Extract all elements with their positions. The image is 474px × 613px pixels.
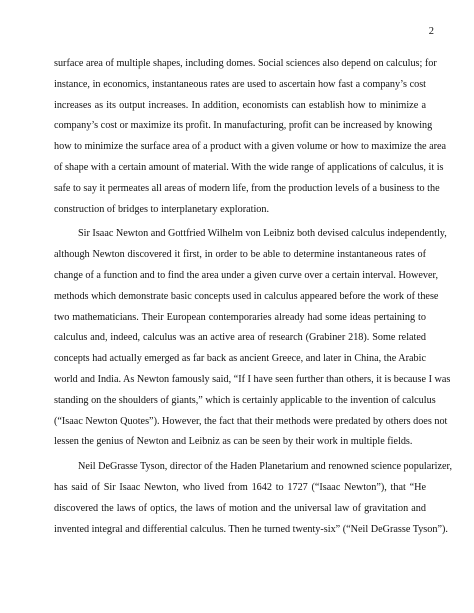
text-line: how to minimize the surface area of a product with a given volume or how to maximize the area [54,141,447,153]
text-line: methods which demonstrate basic concepts used in calculus appeared before the work of these [54,290,439,302]
text-line: (“Isaac Newton Quotes”). However, the fact that their methods were predated by others does not [54,415,448,427]
text-line: Neil DeGrasse Tyson, director of the Haden Planetarium and renowned science popularizer, [78,461,453,473]
text-line: instance, in economics, instantaneous rates are used to ascertain how fast a company’s cost [54,78,426,90]
text-line: world and India. As Newton famously said, “If I have seen further than others, it is because I was [54,373,451,385]
text-line: company’s cost or maximize its profit. In manufacturing, profit can be increased by knowing [54,120,433,132]
text-line: standing on the shoulders of giants,” which is certainly applicable to the invention of calculus [54,394,436,406]
text-line: invented integral and differential calculus. Then he turned twenty-six” (“Neil DeGrasse Tyson”). [54,523,448,535]
body-text [54,54,453,540]
text-line: of shape with a certain amount of material. With the wide range of applications of calculus, it is [54,161,444,173]
text-line: change of a function and to find the area under a given curve over a certain interval. However, [54,269,438,281]
text-line: discovered the laws of optics, the laws of motion and the universal law of gravitation and [54,502,426,514]
text-line: surface area of multiple shapes, including domes. Social sciences also depend on calculus; for [54,58,437,69]
text-line: has said of Sir Isaac Newton, who lived from 1642 to 1727 (“Isaac Newton”), that “He [54,481,426,493]
text-line: increases as its output increases. In addition, economists can establish how to minimize a [54,99,426,111]
paragraph-1 [54,54,447,220]
text-line: two mathematicians. Their European contemporaries already had some ideas pertaining to [54,311,426,323]
page-number: 2 [428,26,434,37]
text-line: lessen the genius of Newton and Leibniz as can be seen by their work in multiple fields. [54,436,413,448]
text-line: Sir Isaac Newton and Gottfried Wilhelm von Leibniz both devised calculus independently, [78,228,447,240]
paragraph-3 [54,457,453,540]
text-line: calculus and, indeed, calculus was an active area of research (Grabiner 218). Some related [54,332,426,344]
text-line: safe to say it permeates all areas of modern life, from the production levels of a business to the [54,182,440,194]
text-line: construction of bridges to interplanetary exploration. [54,203,270,215]
text-line: concepts had actually emerged as far back as ancient Greece, and later in China, the Arabic [54,353,426,365]
paragraph-2 [54,224,451,453]
text-line: although Newton discovered it first, in order to be able to determine instantaneous rates of [54,249,426,261]
